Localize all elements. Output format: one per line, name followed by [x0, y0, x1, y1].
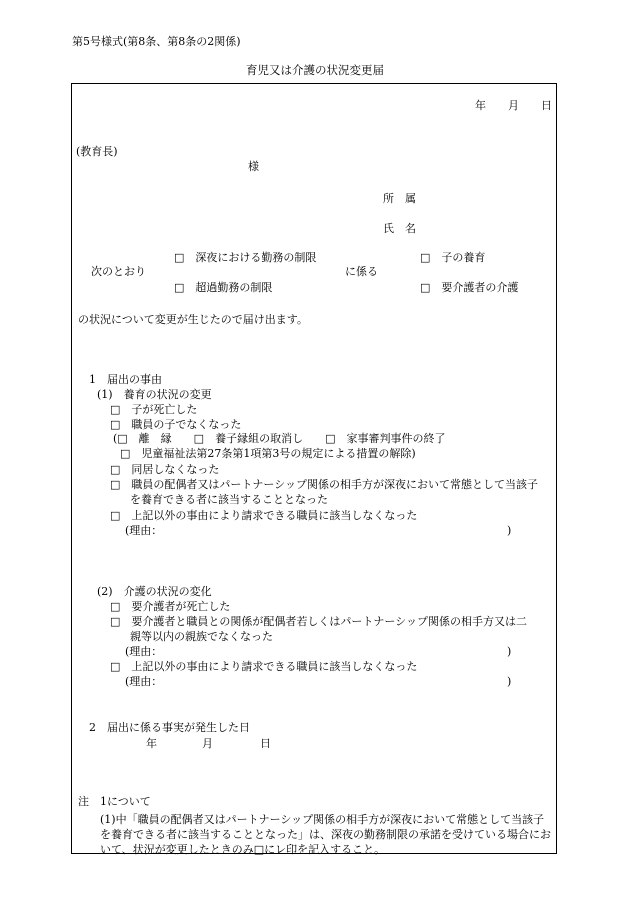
date-month: 月 — [508, 99, 519, 112]
option-family-care: □ 要介護者の介護 — [420, 281, 519, 294]
sub2-heading: (2) 介護の状況の変化 — [97, 585, 212, 598]
reason-label-3: (理由： — [125, 675, 163, 688]
applicant-affiliation: 所 属 — [383, 192, 416, 205]
reason-label-1: (理由： — [125, 524, 163, 537]
addressee-honorific: 様 — [248, 160, 259, 173]
form-number: 第5号様式(第8条、第8条の2関係) — [72, 35, 241, 48]
notes-text: (1)中「職員の配偶者又はパートナーシップ関係の相手方が深夜において常態として当該子を養育できる者に該当することとなった」は、深夜の勤務制限の承諾を受けている場合において、状況が変更したときのみ□にレ印を記入すること。 — [100, 813, 551, 856]
form-title: 育児又は介護の状況変更届 — [246, 63, 384, 77]
item-other-1: □ 上記以外の事由により請求できる職員に該当しなくなった — [110, 509, 418, 522]
item-spouse-cont: を養育できる者に該当することとなった — [130, 493, 328, 506]
item-other-2: □ 上記以外の事由により請求できる職員に該当しなくなった — [110, 660, 418, 673]
date-day: 日 — [541, 99, 552, 112]
item-not-child: □ 職員の子でなくなった — [110, 418, 242, 431]
item-reasons-line: (□ 離 縁 □ 養子縁組の取消し □ 家事審判事件の終了 — [113, 432, 446, 445]
reason-close-2: ) — [507, 645, 512, 658]
reason-close-1: ) — [507, 524, 512, 537]
date-year: 年 — [475, 99, 486, 112]
request-prefix: 次のとおり — [91, 265, 146, 278]
event-year: 年 — [146, 737, 157, 750]
item-welfare-law: □ 児童福祉法第27条第1項第3号の規定による措置の解除) — [120, 447, 416, 460]
item-child-died: □ 子が死亡した — [110, 403, 198, 416]
event-day: 日 — [260, 737, 271, 750]
addressee-name: (教育長) — [76, 145, 118, 158]
item-relation: □ 要介護者と職員との関係が配偶者若しくはパートナーシップ関係の相手方又は二 — [110, 615, 527, 628]
applicant-name: 氏 名 — [383, 222, 416, 235]
request-middle: に係る — [345, 265, 378, 278]
item-relation-cont: 親等以内の親族でなくなった — [130, 630, 273, 643]
section1-heading: 1 届出の事由 — [89, 373, 162, 386]
reason-label-2: (理由： — [125, 645, 163, 658]
option-overtime-limit: □ 超過勤務の制限 — [174, 281, 273, 294]
option-night-work-limit: □ 深夜における勤務の制限 — [174, 251, 317, 264]
event-month: 月 — [202, 737, 213, 750]
notes-label: 注 1について — [78, 795, 151, 808]
item-spouse: □ 職員の配偶者又はパートナーシップ関係の相手方が深夜において常態として当該子 — [110, 478, 538, 491]
item-not-cohabit: □ 同居しなくなった — [110, 463, 220, 476]
section2-heading: 2 届出に係る事実が発生した日 — [89, 721, 250, 734]
reason-close-3: ) — [507, 675, 512, 688]
request-suffix: の状況について変更が生じたので届け出ます。 — [78, 313, 308, 326]
option-child-care: □ 子の養育 — [420, 251, 486, 264]
sub1-heading: (1) 養育の状況の変更 — [97, 388, 212, 401]
item-care-died: □ 要介護者が死亡した — [110, 600, 231, 613]
